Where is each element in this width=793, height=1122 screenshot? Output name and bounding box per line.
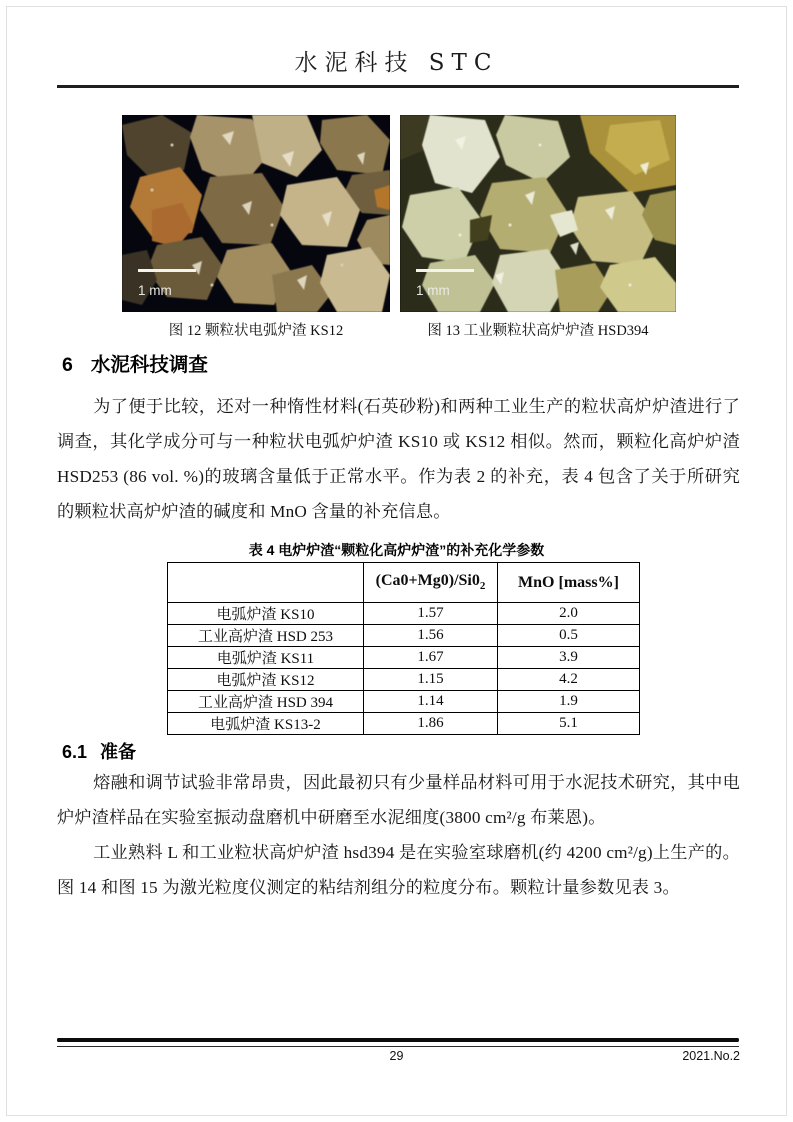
header-rule [57, 85, 739, 88]
mno-value: 1.9 [498, 691, 640, 713]
figure-row [122, 115, 676, 340]
hsd394-photo [400, 115, 676, 312]
mno-value: 4.2 [498, 669, 640, 691]
scale-bar [138, 269, 196, 272]
sample-name: 工业高炉渣 HSD 253 [168, 625, 364, 647]
figure-hsd394 [400, 115, 676, 340]
scale-label: 1 mm [138, 283, 172, 298]
footer-rule-thick [57, 1038, 739, 1042]
section-6-title: 水泥科技调查 [90, 354, 208, 376]
ratio-value: 1.57 [364, 603, 498, 625]
table-4 [167, 562, 640, 735]
ratio-header-text: (Ca0+Mg0)/Si0 [375, 572, 480, 590]
section-6-1-paragraph-2: 工业熟料 L 和工业粒状高炉炉渣 hsd394 是在实验室球磨机(约 4200 cm²/g)上生产的。图 14 和图 15 为激光粒度仪测定的粘结剂组分的粒度分布。颗粒计量参数见表 3。 [57, 843, 740, 897]
section-6-1-paragraph-1: 熔融和调节试验非常昂贵，因此最初只有少量样品材料可用于水泥技术研究，其中电炉炉渣样品在实验室振动盘磨机中研磨至水泥细度(3800 cm²/g 布莱恩)。 [57, 773, 740, 827]
table-row [168, 691, 640, 713]
header-ratio-cell [364, 563, 498, 603]
mno-value: 3.9 [498, 647, 640, 669]
table-row [168, 647, 640, 669]
table-row [168, 603, 640, 625]
table-row [168, 669, 640, 691]
figure-12-caption: 图 12 颗粒状电弧炉渣 KS12 [168, 323, 344, 339]
figure-13-caption: 图 13 工业颗粒状高炉炉渣 HSD394 [427, 323, 649, 339]
section-6-1-number: 6.1 [62, 742, 88, 762]
table-row [168, 713, 640, 735]
header-mno-cell: MnO [mass%] [498, 563, 640, 603]
figure-ks12 [122, 115, 390, 340]
ratio-value: 1.86 [364, 713, 498, 735]
sample-name: 电弧炉渣 KS13-2 [168, 713, 364, 735]
ratio-value: 1.15 [364, 669, 498, 691]
footer-rule-thin [57, 1046, 739, 1047]
mno-value: 0.5 [498, 625, 640, 647]
ratio-header-sub: 2 [479, 580, 486, 593]
page-number: 29 [389, 1049, 404, 1063]
section-6-1-heading [62, 738, 136, 764]
scale-bar [416, 269, 474, 272]
table-header-row [168, 563, 640, 603]
ratio-value: 1.14 [364, 691, 498, 713]
sample-name: 工业高炉渣 HSD 394 [168, 691, 364, 713]
mno-value: 5.1 [498, 713, 640, 735]
section-6-heading [62, 349, 208, 377]
header-empty-cell [168, 563, 364, 603]
section-6-number: 6 [62, 354, 73, 376]
scale-label: 1 mm [416, 283, 450, 298]
ks12-photo [122, 115, 390, 312]
mno-value: 2.0 [498, 603, 640, 625]
table-row [168, 625, 640, 647]
journal-header-title: 水泥科技 STC [294, 50, 499, 76]
section-6-paragraph: 为了便于比较，还对一种惰性材料(石英砂粉)和两种工业生产的粒状高炉炉渣进行了调查，其化学成分可与一种粒状电弧炉炉渣 KS10 或 KS12 相似。然而，颗粒化高炉炉渣 HSD253 (86 vol. %)的玻璃含量低于正常水平。作为表 2 的补充，表 4 包含了关于所研究的颗粒状高炉炉渣的碱度和 MnO 含量的补充信息。 [57, 397, 740, 521]
table-4-caption: 表 4 电炉炉渣“颗粒化高炉炉渣”的补充化学参数 [248, 542, 545, 558]
sample-name: 电弧炉渣 KS11 [168, 647, 364, 669]
sample-name: 电弧炉渣 KS10 [168, 603, 364, 625]
ratio-value: 1.56 [364, 625, 498, 647]
ratio-value: 1.67 [364, 647, 498, 669]
section-6-1-title: 准备 [100, 742, 137, 762]
issue-number: 2021.No.2 [682, 1049, 740, 1063]
sample-name: 电弧炉渣 KS12 [168, 669, 364, 691]
